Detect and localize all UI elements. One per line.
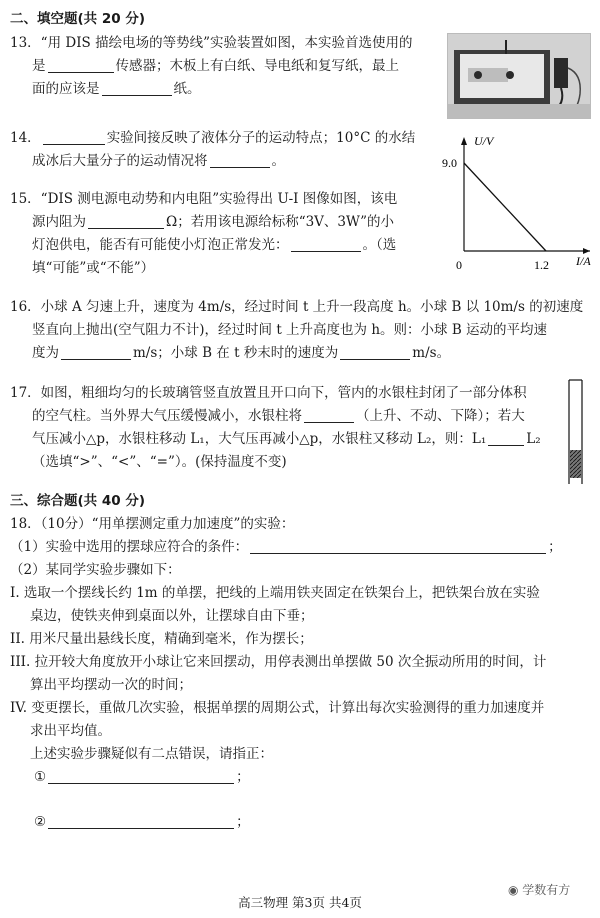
q13-text: 面的应该是 [32, 81, 100, 97]
question-13 [10, 32, 440, 101]
x-axis-label: I/A [576, 254, 591, 268]
q14-blank-1[interactable] [43, 128, 105, 145]
origin-label: 0 [456, 258, 462, 272]
question-18 [10, 513, 590, 766]
answer-1 [34, 766, 590, 789]
q15-text: 源内阻为 [32, 214, 86, 230]
q18-step-1-cont: 桌边，使铁夹伸到桌面以外，让摆球自由下垂； [30, 608, 314, 624]
q16-blank-1[interactable] [61, 343, 131, 360]
question-14 [10, 127, 440, 173]
answer-1-blank[interactable] [48, 767, 234, 784]
glass-tube-figure [565, 378, 587, 486]
question-15 [10, 188, 440, 280]
q14-blank-2[interactable] [210, 151, 270, 168]
q18-blank-condition[interactable] [250, 537, 546, 554]
q14-text: 实验间接反映了液体分子的运动特点；10°C 的水结 [106, 130, 416, 146]
q18-text: （1）实验中选用的摆球应符合的条件： [10, 539, 249, 555]
q15-line1: 15．“DIS 测电源电动势和内电阻”实验得出 U-I 图像如图，该电 [10, 191, 398, 207]
q13-text: 是 [32, 58, 46, 74]
q15-line4: 填“可能”或“不能”） [32, 260, 155, 276]
section-3-title: 三、综合题(共 40 分) [10, 493, 146, 509]
question-16 [10, 296, 590, 365]
section-2-title: 二、填空题(共 20 分) [10, 11, 146, 27]
page-footer: 高三物理 第3页 共4页 [238, 895, 362, 910]
q15-text: Ω；若用该电源给标称“3V、3W”的小 [166, 214, 395, 230]
q17-line4: （选填“>”、“<”、“=”）。(保持温度不变) [32, 454, 287, 470]
q16-blank-2[interactable] [340, 343, 410, 360]
answer-2-semicolon: ； [236, 814, 250, 830]
q13-blank-1[interactable] [48, 56, 114, 73]
q18-line3: （2）某同学实验步骤如下： [10, 562, 181, 578]
q17-text: L₂ [526, 431, 541, 447]
q13-text: 纸。 [173, 81, 201, 97]
q18-text: ； [548, 539, 562, 555]
q16-text: m/s。 [412, 345, 451, 361]
q18-step-2: II. 用米尺量出悬线长度，精确到毫米，作为摆长； [10, 631, 313, 647]
q18-step-4: IV. 变更摆长，重做几次实验，根据单摆的周期公式，计算出每次实验测得的重力加速度并 [10, 700, 545, 716]
q17-text: 的空气柱。当外界大气压缓慢减小，水银柱将 [32, 408, 302, 424]
watermark-text: 学数有方 [522, 883, 571, 897]
answer-1-semicolon: ； [236, 769, 250, 785]
q15-blank-1[interactable] [88, 212, 164, 229]
q18-step-3-cont: 算出平均摆动一次的时间； [30, 677, 192, 693]
q13-blank-2[interactable] [102, 79, 172, 96]
q13-line1: 13．“用 DIS 描绘电场的等势线”实验装置如图，本实验首选使用的 [10, 35, 413, 51]
q14-text: 14． [10, 130, 41, 146]
q14-text: 成冰后大量分子的运动情况将 [32, 153, 208, 169]
q18-step-4-cont: 求出平均值。 [30, 723, 111, 739]
q18-step-1: I. 选取一个摆线长约 1m 的单摆，把线的上端用铁夹固定在铁架台上，把铁架台放在实验 [10, 585, 540, 601]
answer-2 [34, 811, 590, 834]
x-value-label: 1.2 [534, 258, 549, 272]
q17-text: 气压减小△p，水银柱移动 L₁，大气压再减小△p，水银柱又移动 L₂，则：L₁ [32, 431, 487, 447]
q15-text: 灯泡供电，能否有可能使小灯泡正常发光： [32, 237, 289, 253]
answer-2-blank[interactable] [48, 812, 234, 829]
ui-line [464, 163, 546, 251]
question-17 [10, 382, 556, 474]
ui-graph [442, 133, 596, 281]
wechat-icon: ◉ [508, 883, 523, 897]
answer-2-marker: ② [34, 814, 47, 830]
q14-text: 。 [271, 153, 285, 169]
y-value-label: 9.0 [442, 156, 457, 170]
q17-blank-1[interactable] [304, 406, 354, 423]
q17-blank-2[interactable] [488, 429, 524, 446]
q17-text: （上升、不动、下降）；若大 [356, 408, 525, 424]
equipment-photo [447, 33, 591, 119]
q18-step-3: III. 拉开较大角度放开小球让它来回摆动，用停表测出单摆做 50 次全振动所用的时间，计 [10, 654, 547, 670]
q16-text: m/s；小球 B 在 t 秒末时的速度为 [133, 345, 339, 361]
answer-1-marker: ① [34, 769, 47, 785]
q13-text: 传感器；木板上有白纸、导电纸和复写纸，最上 [115, 58, 399, 74]
q15-text: 。（选 [362, 237, 397, 253]
q18-prompt: 上述实验步骤疑似有二点错误，请指正： [30, 746, 273, 762]
q16-line1: 16．小球 A 匀速上升，速度为 4m/s，经过时间 t 上升一段高度 h。小球 B 以 10m/s 的初速度 [10, 299, 584, 315]
y-axis-label: U/V [474, 134, 494, 148]
q17-line1: 17．如图，粗细均匀的长玻璃管竖直放置且开口向下，管内的水银柱封闭了一部分体积 [10, 385, 527, 401]
q15-blank-2[interactable] [291, 235, 361, 252]
q16-text: 度为 [32, 345, 59, 361]
q16-line2: 竖直向上抛出(空气阻力不计)，经过时间 t 上升高度也为 h。则：小球 B 运动的平均速 [32, 322, 548, 338]
q18-line1: 18．（10分）“用单摆测定重力加速度”的实验： [10, 516, 295, 532]
